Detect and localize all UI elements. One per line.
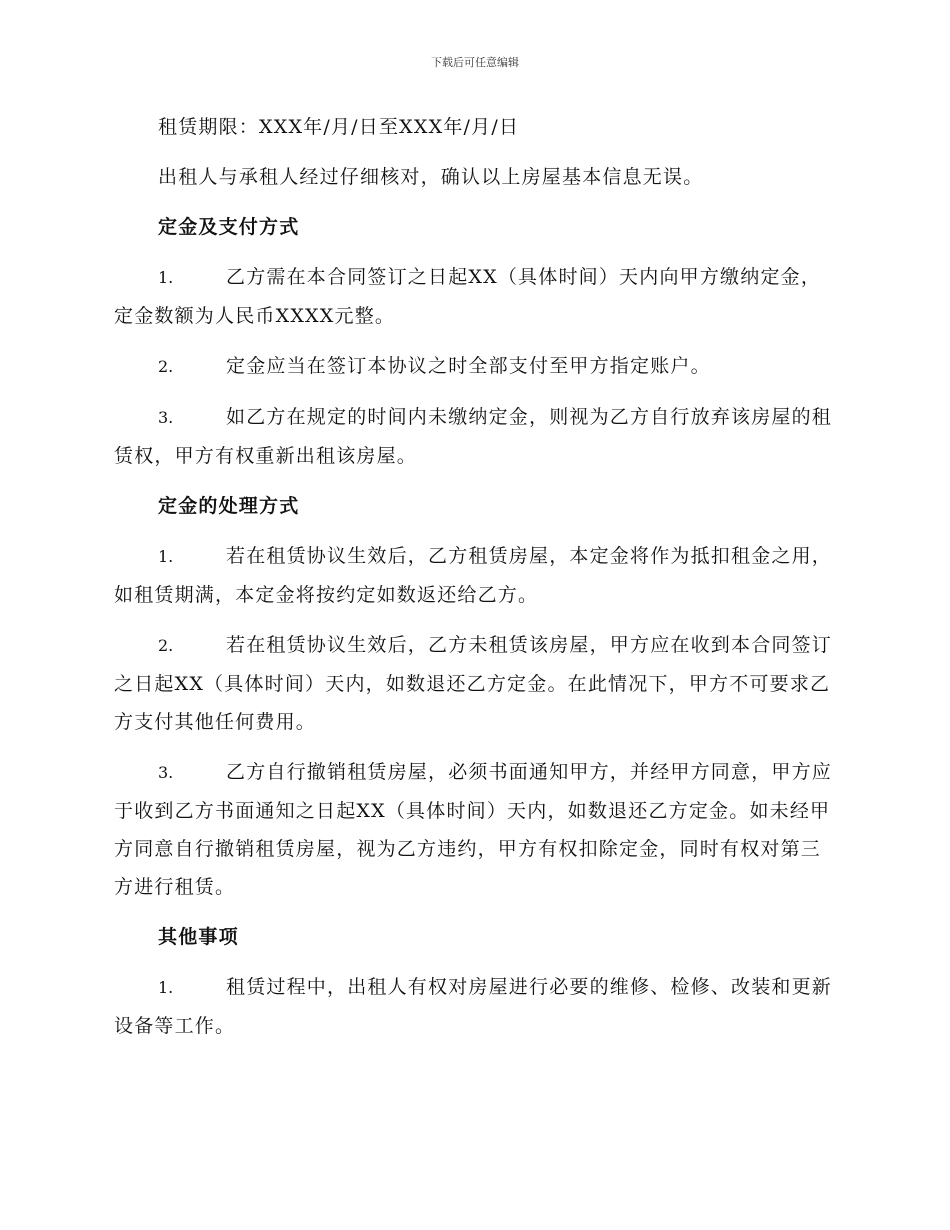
list-item xyxy=(114,753,836,906)
list-item xyxy=(114,968,836,1045)
item-text: 若在租赁协议生效后，乙方未租赁该房屋，甲方应在收到本合同签订之日起XX（具体时间）天内，如数退还乙方定金。在此情况下，甲方不可要求乙方支付其他任何费用。 xyxy=(114,634,833,733)
header-note: 下载后可任意编辑 xyxy=(431,56,519,69)
document-body xyxy=(114,108,836,1057)
list-item xyxy=(114,347,836,386)
item-number: 1. xyxy=(158,268,174,287)
list-item xyxy=(114,626,836,741)
item-text: 乙方自行撤销租赁房屋，必须书面通知甲方，并经甲方同意，甲方应于收到乙方书面通知之日起XX（具体时间）天内，如数退还乙方定金。如未经甲方同意自行撤销租赁房屋，视为乙方违约，甲方有权扣除定金，同时有权对第三方进行租赁。 xyxy=(114,761,833,898)
section-heading-deposit-handling: 定金的处理方式 xyxy=(158,495,300,517)
item-number: 3. xyxy=(158,408,174,427)
lease-term-paragraph: 租赁期限：XXX年/月/日至XXX年/月/日 xyxy=(158,116,520,138)
item-number: 1. xyxy=(158,978,174,997)
item-text: 若在租赁协议生效后，乙方租赁房屋，本定金将作为抵扣租金之用，如租赁期满，本定金将按约定如数返还给乙方。 xyxy=(114,545,833,606)
item-text: 定金应当在签订本协议之时全部支付至甲方指定账户。 xyxy=(226,355,711,377)
section-heading-other-matters: 其他事项 xyxy=(158,926,239,948)
list-item xyxy=(114,258,836,335)
item-number: 1. xyxy=(158,547,174,566)
item-text: 租赁过程中，出租人有权对房屋进行必要的维修、检修、改装和更新设备等工作。 xyxy=(114,976,833,1037)
item-text: 如乙方在规定的时间内未缴纳定金，则视为乙方自行放弃该房屋的租赁权，甲方有权重新出租该房屋。 xyxy=(114,406,833,467)
item-number: 2. xyxy=(158,636,174,655)
item-number: 3. xyxy=(158,763,174,782)
list-item xyxy=(114,537,836,614)
verification-paragraph: 出租人与承租人经过仔细核对，确认以上房屋基本信息无误。 xyxy=(158,166,704,188)
item-number: 2. xyxy=(158,357,174,376)
section-heading-deposit-payment: 定金及支付方式 xyxy=(158,216,300,238)
item-text: 乙方需在本合同签订之日起XX（具体时间）天内向甲方缴纳定金，定金数额为人民币XXXX元整。 xyxy=(114,266,822,327)
list-item xyxy=(114,398,836,475)
